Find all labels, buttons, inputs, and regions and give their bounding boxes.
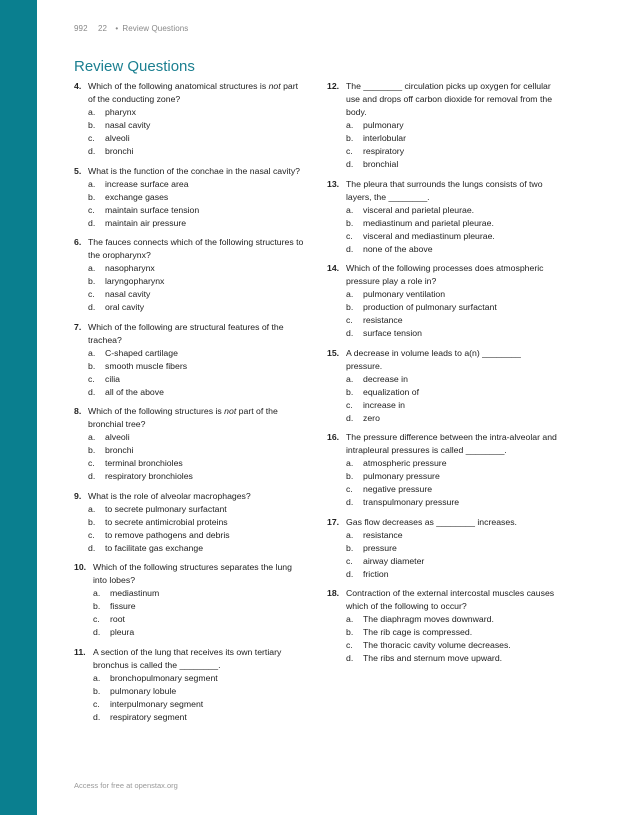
question-text-part: A section of the lung that receives its own tertiary bronchus is called the ________. bbox=[93, 646, 282, 670]
question-5 bbox=[74, 165, 306, 230]
option-letter: d. bbox=[93, 627, 101, 637]
question-text bbox=[88, 236, 306, 262]
option-text: respiratory bbox=[363, 146, 405, 156]
question-9 bbox=[74, 490, 306, 555]
option-letter: b. bbox=[93, 601, 101, 611]
question-text-part: What is the role of alveolar macrophages? bbox=[88, 490, 251, 501]
option-letter: b. bbox=[346, 542, 354, 553]
question-number: 4. bbox=[74, 81, 82, 91]
question-number: 17. bbox=[327, 516, 340, 527]
option-letter: a. bbox=[88, 347, 96, 358]
answer-option bbox=[74, 529, 306, 542]
option-list bbox=[74, 503, 306, 555]
option-text: maintain surface tension bbox=[105, 204, 200, 215]
option-text: to secrete antimicrobial proteins bbox=[105, 516, 228, 527]
option-list bbox=[74, 262, 306, 314]
question-text bbox=[346, 178, 559, 204]
answer-option bbox=[327, 626, 559, 639]
option-text: visceral and mediastinum pleurae. bbox=[363, 230, 495, 241]
question-12 bbox=[327, 80, 559, 171]
section-name: Review Questions bbox=[122, 24, 189, 33]
option-letter: b. bbox=[346, 133, 354, 143]
option-list bbox=[327, 529, 559, 581]
answer-option bbox=[327, 529, 559, 542]
answer-option bbox=[327, 373, 559, 386]
option-text: airway diameter bbox=[363, 555, 425, 566]
question-stem bbox=[74, 165, 306, 178]
option-letter: d. bbox=[346, 243, 354, 254]
option-text: pressure bbox=[363, 542, 397, 553]
answer-option bbox=[327, 470, 559, 483]
option-letter: b. bbox=[88, 360, 96, 371]
option-letter: a. bbox=[88, 107, 96, 117]
answer-option bbox=[74, 444, 306, 457]
option-list bbox=[74, 672, 306, 724]
question-number: 12. bbox=[327, 81, 340, 91]
option-list bbox=[327, 457, 559, 509]
question-text-part: The fauces connects which of the following structures to the oropharynx? bbox=[88, 237, 304, 260]
answer-option bbox=[74, 204, 306, 217]
option-text: fissure bbox=[110, 601, 136, 611]
option-letter: c. bbox=[88, 458, 95, 468]
question-number: 15. bbox=[327, 347, 340, 358]
answer-option bbox=[327, 613, 559, 626]
question-6 bbox=[74, 236, 306, 314]
question-stem bbox=[74, 405, 306, 431]
option-letter: a. bbox=[88, 178, 96, 189]
question-number: 5. bbox=[74, 165, 82, 176]
option-text: zero bbox=[363, 412, 380, 423]
option-text: visceral and parietal pleurae. bbox=[363, 204, 475, 215]
question-stem bbox=[327, 347, 559, 373]
question-text-part: The pleura that surrounds the lungs consists of two layers, the ________. bbox=[346, 178, 543, 202]
answer-option bbox=[327, 288, 559, 301]
answer-option bbox=[74, 178, 306, 191]
option-text: bronchi bbox=[105, 146, 134, 156]
option-text: to secrete pulmonary surfactant bbox=[105, 503, 227, 514]
option-text: cilia bbox=[105, 373, 120, 384]
option-text: alveoli bbox=[105, 133, 130, 143]
option-letter: c. bbox=[88, 204, 95, 215]
option-text: interlobular bbox=[363, 133, 406, 143]
question-number: 8. bbox=[74, 406, 82, 416]
option-letter: d. bbox=[88, 146, 96, 156]
question-stem bbox=[327, 80, 559, 119]
option-text: negative pressure bbox=[363, 484, 433, 494]
question-text-part: Which of the following anatomical structures is bbox=[88, 81, 269, 91]
option-letter: c. bbox=[346, 484, 353, 494]
option-text: pulmonary ventilation bbox=[363, 289, 446, 299]
option-letter: a. bbox=[346, 373, 354, 384]
question-text bbox=[93, 561, 306, 587]
answer-option bbox=[327, 542, 559, 555]
option-letter: a. bbox=[346, 120, 354, 130]
question-text bbox=[346, 80, 559, 119]
answer-option bbox=[74, 301, 306, 314]
option-text: increase surface area bbox=[105, 178, 189, 189]
answer-option bbox=[327, 217, 559, 230]
question-number: 6. bbox=[74, 237, 82, 247]
answer-option bbox=[327, 483, 559, 496]
option-letter: a. bbox=[88, 432, 96, 442]
answer-option bbox=[74, 431, 306, 444]
answer-option bbox=[74, 288, 306, 301]
option-letter: a. bbox=[346, 529, 354, 540]
option-list bbox=[327, 373, 559, 425]
option-letter: d. bbox=[346, 568, 354, 579]
page-number: 992 bbox=[74, 24, 88, 33]
option-text: nasal cavity bbox=[105, 120, 151, 130]
option-text: atmospheric pressure bbox=[363, 458, 447, 468]
question-text-part: Which of the following structures is bbox=[88, 406, 225, 416]
option-letter: c. bbox=[88, 289, 95, 299]
answer-option bbox=[74, 626, 306, 639]
answer-option bbox=[74, 386, 306, 399]
option-text: nasopharynx bbox=[105, 263, 155, 273]
question-number: 7. bbox=[74, 321, 82, 332]
question-text bbox=[346, 347, 559, 373]
option-letter: d. bbox=[346, 653, 354, 663]
question-text bbox=[346, 516, 559, 529]
option-letter: d. bbox=[88, 302, 96, 312]
answer-option bbox=[327, 132, 559, 145]
question-text-part: Which of the following are structural features of the trachea? bbox=[88, 321, 284, 345]
answer-option bbox=[74, 106, 306, 119]
option-text: pulmonary lobule bbox=[110, 685, 177, 696]
option-text: all of the above bbox=[105, 386, 164, 397]
question-text bbox=[346, 262, 559, 288]
question-number: 14. bbox=[327, 263, 340, 273]
option-letter: a. bbox=[88, 263, 96, 273]
question-number: 10. bbox=[74, 562, 87, 572]
option-letter: b. bbox=[346, 386, 354, 397]
answer-option bbox=[74, 347, 306, 360]
question-text bbox=[346, 431, 559, 457]
option-list bbox=[327, 288, 559, 340]
option-letter: b. bbox=[346, 302, 354, 312]
option-letter: b. bbox=[88, 445, 96, 455]
question-14 bbox=[327, 262, 559, 340]
answer-option bbox=[327, 243, 559, 256]
answer-option bbox=[74, 503, 306, 516]
option-text: maintain air pressure bbox=[105, 217, 187, 228]
question-text bbox=[88, 321, 306, 347]
answer-option bbox=[327, 568, 559, 581]
answer-option bbox=[327, 327, 559, 340]
option-text: nasal cavity bbox=[105, 289, 151, 299]
option-letter: c. bbox=[346, 640, 353, 650]
answer-option bbox=[74, 275, 306, 288]
question-11 bbox=[74, 646, 306, 724]
option-letter: a. bbox=[346, 289, 354, 299]
answer-option bbox=[327, 204, 559, 217]
option-letter: d. bbox=[93, 711, 101, 722]
answer-option bbox=[327, 314, 559, 327]
question-text-part: Contraction of the external intercostal muscles causes which of the following to occur? bbox=[346, 588, 555, 611]
option-text: exchange gases bbox=[105, 191, 169, 202]
option-letter: c. bbox=[93, 698, 100, 709]
question-text bbox=[88, 405, 306, 431]
question-stem bbox=[327, 178, 559, 204]
answer-option bbox=[327, 399, 559, 412]
question-16 bbox=[327, 431, 559, 509]
question-10 bbox=[74, 561, 306, 639]
option-text: mediastinum bbox=[110, 588, 160, 598]
option-text: transpulmonary pressure bbox=[363, 497, 460, 507]
answer-option bbox=[74, 672, 306, 685]
question-text bbox=[346, 587, 559, 613]
answer-option bbox=[74, 685, 306, 698]
question-stem bbox=[74, 236, 306, 262]
left-column bbox=[74, 80, 306, 730]
question-text bbox=[88, 80, 306, 106]
option-letter: d. bbox=[88, 386, 96, 397]
question-stem bbox=[74, 561, 306, 587]
answer-option bbox=[327, 652, 559, 665]
option-text: production of pulmonary surfactant bbox=[363, 302, 497, 312]
option-letter: c. bbox=[88, 133, 95, 143]
answer-option bbox=[327, 301, 559, 314]
question-4 bbox=[74, 80, 306, 158]
option-text: laryngopharynx bbox=[105, 276, 165, 286]
option-text: oral cavity bbox=[105, 302, 145, 312]
option-letter: b. bbox=[88, 276, 96, 286]
answer-option bbox=[74, 613, 306, 626]
option-text: The rib cage is compressed. bbox=[363, 627, 473, 637]
option-letter: c. bbox=[346, 399, 353, 410]
option-letter: a. bbox=[346, 204, 354, 215]
option-text: pulmonary bbox=[363, 120, 404, 130]
answer-option bbox=[74, 262, 306, 275]
question-stem bbox=[74, 80, 306, 106]
question-number: 9. bbox=[74, 490, 82, 501]
page-title: Review Questions bbox=[74, 58, 195, 75]
option-letter: c. bbox=[88, 373, 95, 384]
answer-option bbox=[74, 698, 306, 711]
option-letter: b. bbox=[88, 516, 96, 527]
option-text: pleura bbox=[110, 627, 135, 637]
running-header bbox=[74, 24, 188, 33]
option-text: bronchial bbox=[363, 159, 399, 169]
question-15 bbox=[327, 347, 559, 425]
question-text-part: part of the conducting zone? bbox=[88, 81, 299, 104]
option-text: decrease in bbox=[363, 373, 408, 384]
option-letter: a. bbox=[346, 458, 354, 468]
option-letter: a. bbox=[88, 503, 96, 514]
question-text bbox=[88, 490, 306, 503]
question-number: 13. bbox=[327, 178, 340, 189]
answer-option bbox=[327, 639, 559, 652]
option-list bbox=[74, 106, 306, 158]
answer-option bbox=[74, 132, 306, 145]
question-stem bbox=[74, 321, 306, 347]
question-text-part: A decrease in volume leads to a(n) ________ pressure. bbox=[346, 347, 521, 371]
option-letter: a. bbox=[346, 614, 354, 624]
option-letter: d. bbox=[346, 328, 354, 338]
question-number: 18. bbox=[327, 588, 340, 598]
answer-option bbox=[74, 516, 306, 529]
option-text: respiratory bronchioles bbox=[105, 471, 193, 481]
answer-option bbox=[74, 145, 306, 158]
option-text: friction bbox=[363, 568, 389, 579]
question-7 bbox=[74, 321, 306, 399]
option-text: The diaphragm moves downward. bbox=[363, 614, 494, 624]
option-text: The thoracic cavity volume decreases. bbox=[363, 640, 511, 650]
answer-option bbox=[74, 711, 306, 724]
answer-option bbox=[74, 470, 306, 483]
answer-option bbox=[74, 191, 306, 204]
option-letter: b. bbox=[346, 471, 354, 481]
option-text: smooth muscle fibers bbox=[105, 360, 188, 371]
option-letter: c. bbox=[346, 230, 353, 241]
option-text: surface tension bbox=[363, 328, 422, 338]
question-stem bbox=[327, 516, 559, 529]
answer-option bbox=[327, 230, 559, 243]
option-letter: a. bbox=[93, 588, 101, 598]
side-accent-bar bbox=[0, 0, 37, 815]
option-letter: d. bbox=[346, 412, 354, 423]
question-stem bbox=[327, 587, 559, 613]
answer-option bbox=[327, 386, 559, 399]
question-text-part: The pressure difference between the intra-alveolar and intrapleural pressures is called ________. bbox=[346, 432, 557, 455]
question-emphasis: not bbox=[224, 406, 237, 416]
answer-option bbox=[74, 587, 306, 600]
question-stem bbox=[327, 262, 559, 288]
option-text: resistance bbox=[363, 529, 403, 540]
answer-option bbox=[327, 145, 559, 158]
option-text: increase in bbox=[363, 399, 406, 410]
question-17 bbox=[327, 516, 559, 581]
option-list bbox=[74, 178, 306, 230]
option-list bbox=[74, 347, 306, 399]
question-text-part: Which of the following structures separates the lung into lobes? bbox=[93, 562, 292, 585]
option-text: to facilitate gas exchange bbox=[105, 542, 204, 553]
option-text: bronchopulmonary segment bbox=[110, 672, 218, 683]
question-18 bbox=[327, 587, 559, 665]
option-text: root bbox=[110, 614, 125, 624]
option-letter: c. bbox=[93, 614, 100, 624]
question-stem bbox=[74, 490, 306, 503]
option-letter: c. bbox=[346, 555, 353, 566]
option-letter: b. bbox=[88, 191, 96, 202]
question-text bbox=[93, 646, 306, 672]
answer-option bbox=[74, 217, 306, 230]
question-stem bbox=[327, 431, 559, 457]
option-text: resistance bbox=[363, 315, 403, 325]
option-text: interpulmonary segment bbox=[110, 698, 204, 709]
option-letter: b. bbox=[346, 627, 354, 637]
option-list bbox=[327, 204, 559, 256]
option-letter: d. bbox=[346, 497, 354, 507]
option-letter: c. bbox=[346, 146, 353, 156]
answer-option bbox=[74, 600, 306, 613]
option-letter: b. bbox=[88, 120, 96, 130]
option-text: none of the above bbox=[363, 243, 433, 254]
answer-option bbox=[327, 412, 559, 425]
question-text-part: Which of the following processes does atmospheric pressure play a role in? bbox=[346, 263, 544, 286]
question-number: 16. bbox=[327, 432, 340, 442]
option-text: to remove pathogens and debris bbox=[105, 529, 230, 540]
option-letter: c. bbox=[346, 315, 353, 325]
option-letter: c. bbox=[88, 529, 95, 540]
question-text-part: part of the bronchial tree? bbox=[88, 406, 278, 429]
right-column bbox=[327, 80, 559, 672]
question-text-part: Gas flow decreases as ________ increases. bbox=[346, 516, 517, 527]
answer-option bbox=[74, 373, 306, 386]
option-letter: d. bbox=[88, 471, 96, 481]
answer-option bbox=[74, 457, 306, 470]
option-letter: d. bbox=[88, 542, 96, 553]
question-text-part: What is the function of the conchae in the nasal cavity? bbox=[88, 165, 301, 176]
answer-option bbox=[327, 158, 559, 171]
option-text: bronchi bbox=[105, 445, 134, 455]
option-list bbox=[327, 119, 559, 171]
answer-option bbox=[327, 457, 559, 470]
question-stem bbox=[74, 646, 306, 672]
option-letter: a. bbox=[93, 672, 101, 683]
option-text: equalization of bbox=[363, 386, 420, 397]
option-letter: b. bbox=[346, 217, 354, 228]
option-text: The ribs and sternum move upward. bbox=[363, 653, 503, 663]
chapter-number: 22 bbox=[97, 24, 108, 33]
question-8 bbox=[74, 405, 306, 483]
option-list bbox=[327, 613, 559, 665]
option-list bbox=[74, 431, 306, 483]
option-list bbox=[74, 587, 306, 639]
header-separator: • bbox=[115, 24, 119, 33]
answer-option bbox=[327, 119, 559, 132]
question-number: 11. bbox=[74, 646, 86, 657]
answer-option bbox=[74, 360, 306, 373]
question-emphasis: not bbox=[268, 81, 281, 91]
option-letter: b. bbox=[93, 685, 101, 696]
question-text-part: The ________ circulation picks up oxygen for cellular use and drops off carbon dioxide for removal from the body. bbox=[346, 81, 553, 117]
footer-note: Access for free at openstax.org bbox=[74, 781, 178, 790]
option-letter: d. bbox=[88, 217, 96, 228]
option-letter: d. bbox=[346, 159, 354, 169]
answer-option bbox=[327, 496, 559, 509]
option-text: respiratory segment bbox=[110, 711, 187, 722]
answer-option bbox=[327, 555, 559, 568]
answer-option bbox=[74, 542, 306, 555]
option-text: C-shaped cartilage bbox=[105, 347, 178, 358]
option-text: pulmonary pressure bbox=[363, 471, 440, 481]
answer-option bbox=[74, 119, 306, 132]
option-text: mediastinum and parietal pleurae. bbox=[363, 217, 494, 228]
option-text: pharynx bbox=[105, 107, 136, 117]
option-text: alveoli bbox=[105, 432, 130, 442]
question-text bbox=[88, 165, 306, 178]
question-13 bbox=[327, 178, 559, 256]
option-text: terminal bronchioles bbox=[105, 458, 183, 468]
